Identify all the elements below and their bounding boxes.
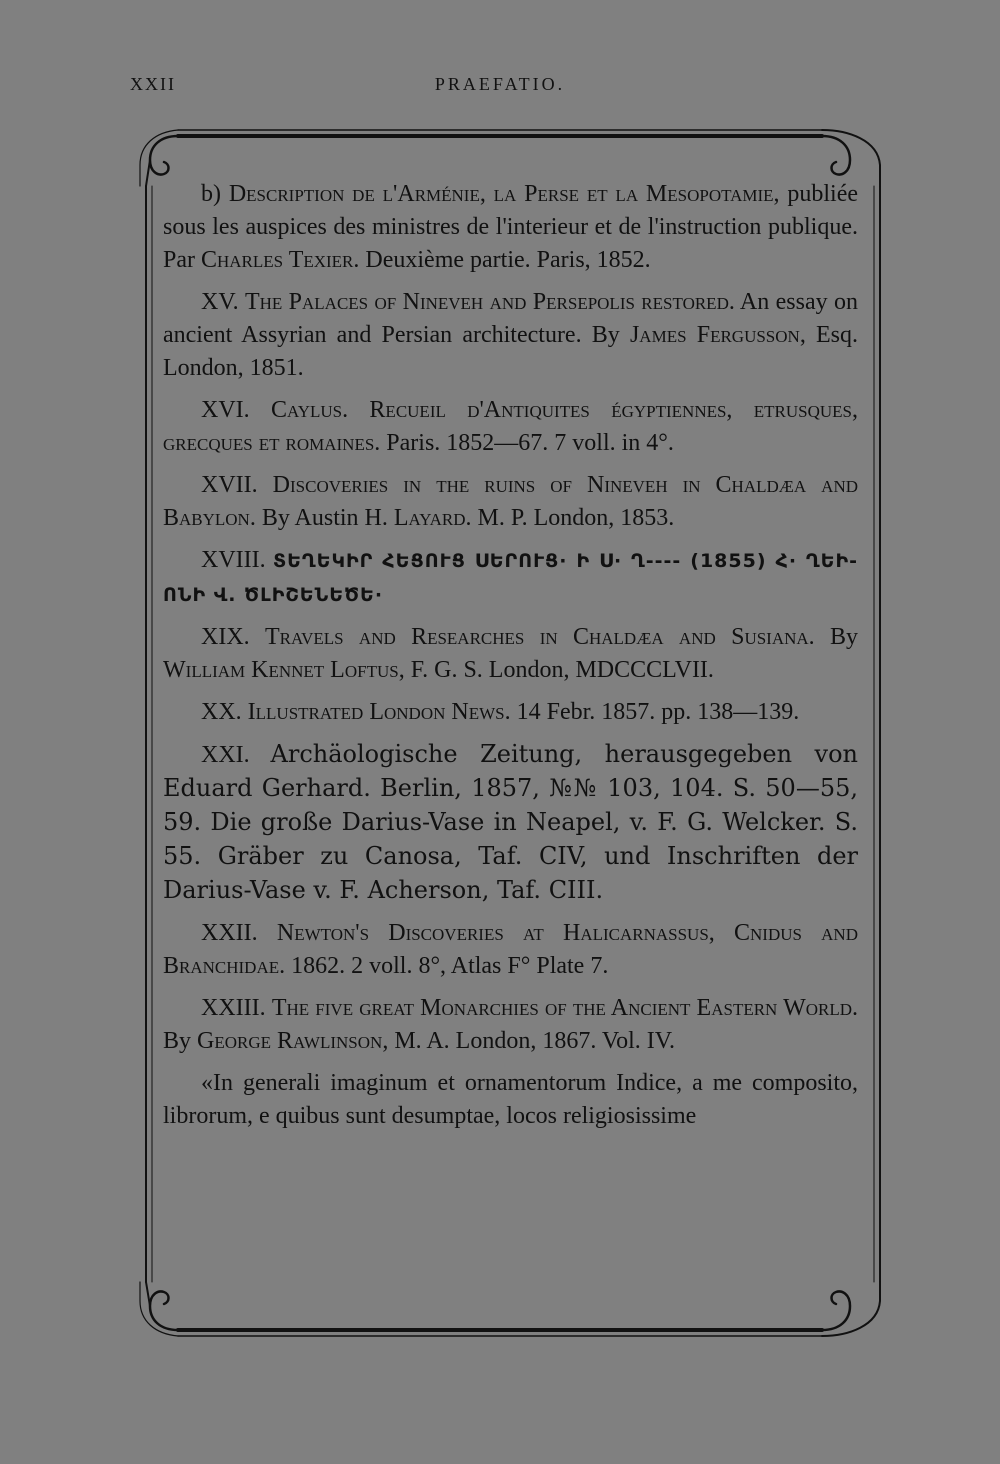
running-title: PRAEFATIO. (434, 74, 566, 94)
bibliography-entry-xvi: XVI. Caylus. Recueil d'Antiquites égyptiennes, etrusques, grecques et romaines. Paris. 1852—67. 7 voll. in 4°. (163, 397, 858, 456)
bibliography-entry-b: b) Description de l'Arménie, la Perse et la Mesopotamie, publiée sous les auspices des ministres de l'interieur et de l'instruction publique. Par Charles Texier. Deuxième partie. Paris, 1852. (163, 181, 859, 273)
bibliography-entry-xx: XX. Illustrated London News. 14 Febr. 1857. pp. 138—139. (201, 699, 800, 725)
page-body (163, 178, 858, 1133)
bibliography-entry-xv: XV. The Palaces of Nineveh and Persepolis restored. An essay on ancient Assyrian and Persian architecture. By James Fergusson, Esq. London, 1851. (163, 289, 858, 381)
bibliography-entry-xxiii: XXIII. The five great Monarchies of the Ancient Eastern World. By George Rawlinson, M. A. London, 1867. Vol. IV. (163, 995, 858, 1054)
bibliography-entry-xix: XIX. Travels and Researches in Chaldæa and Susiana. By William Kennet Loftus, F. G. S. London, MDCCCLVII. (163, 624, 859, 683)
bibliography-entry-xxi: XXI. Archäologische Zeitung, herausgegeben von Eduard Gerhard. Berlin, 1857, №№ 103, 104. S. 50—55, 59. Die große Darius-Vase in Neapel, v. F. G. Welcker. S. 55. Gräber zu Canosa, Taf. CIV, und Inschriften der Darius-Vase v. F. Acherson, Taf. CIII. (163, 740, 859, 904)
bibliography-entry-xvii: XVII. Discoveries in the ruins of Nineveh in Chaldæa and Babylon. By Austin H. Layard. M. P. London, 1853. (163, 472, 859, 531)
armenian-title: ՏԵՂԵԿԻՐ ՀԵՑՈՒՑ ՍԵՐՈՒՑ· Ի Ս· Ղ---- (1855) Հ· ՂԵԻ- ՈՆԻ Վ. ԾԼԻՇԵՆԵԾԵ· (163, 550, 859, 606)
bibliography-entry-xxii: XXII. Newton's Discoveries at Halicarnassus, Cnidus and Branchidae. 1862. 2 voll. 8°, Atlas F° Plate 7. (163, 920, 858, 979)
bibliography-entry-xviii: XVIII. ՏԵՂԵԿԻՐ ՀԵՑՈՒՑ ՍԵՐՈՒՑ· Ի Ս· Ղ---- (1855) Հ· ՂԵԻ- ՈՆԻ Վ. ԾԼԻՇԵՆԵԾԵ· (163, 547, 859, 606)
quote-paragraph: «In generali imaginum et ornamentorum Indice, a me composito, librorum, e quibus sunt desumptae, locos religiosissime (163, 1070, 858, 1129)
fraktur-citation: Archäologische Zeitung, herausgegeben von Eduard Gerhard. Berlin, 1857, №№ 103, 104. S. 50—55, 59. Die große Darius-Vase in Neapel, v. F. G. Welcker. S. 55. Gräber zu Canosa, Taf. CIV, und Inschriften der Darius-Vase v. F. Acherson, Taf. CIII. (163, 740, 859, 904)
page-number: XXII (130, 74, 176, 94)
